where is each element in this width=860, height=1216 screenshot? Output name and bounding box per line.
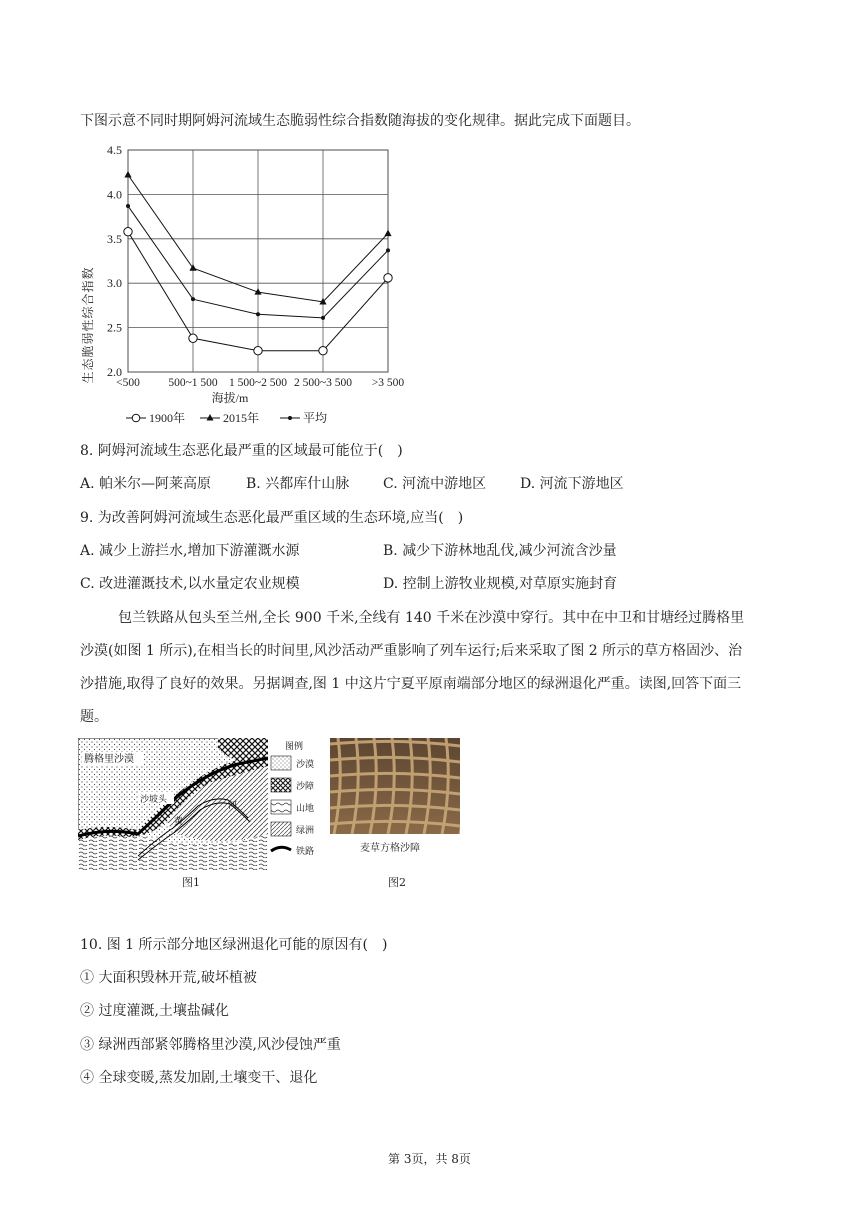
passage-line-3: 沙措施,取得了良好的效果。另据调查,图 1 中这片宁夏平原南端部分地区的绿洲退化严重。读图,回答下面三 [80, 676, 742, 692]
q10-option-1[interactable]: ① 大面积毁林开荒,破坏植被 [80, 970, 257, 986]
y-tick-label: 2.0 [107, 365, 122, 379]
q10-option-2[interactable]: ② 过度灌溉,土壤盐碱化 [80, 1003, 229, 1019]
passage-line-2: 沙漠(如图 1 所示),在相当长的时间里,风沙活动严重影响了列车运行;后来采取了图 2 所示的草方格固沙、治 [80, 643, 743, 659]
legend-marker-2015 [207, 414, 214, 421]
legend-label: 平均 [303, 411, 328, 425]
point-1900 [189, 334, 197, 342]
page-footer: 第 3页，共 8页 [388, 1152, 471, 1166]
town-label: 沙坡头 [140, 795, 168, 805]
legend-mountain: 山地 [296, 804, 315, 814]
x-tick-label: 1 500~2 500 [229, 377, 287, 389]
x-tick-label: 500~1 500 [168, 377, 218, 389]
y-tick-label: 3.5 [107, 231, 122, 246]
figure-2-caption: 麦草方格沙障 [360, 843, 420, 854]
legend-label: 2015年 [223, 411, 260, 425]
q8-option-c[interactable]: C. 河流中游地区 [383, 476, 487, 492]
y-tick-labels [107, 143, 122, 379]
x-axis-label: 海拔/m [211, 391, 249, 405]
legend-railway: 铁路 [296, 847, 315, 857]
legend-desert: 沙漠 [296, 760, 315, 770]
legend-oasis: 绿洲 [296, 826, 315, 836]
intro-text: 下图示意不同时期阿姆河流域生态脆弱性综合指数随海拔的变化规律。据此完成下面题目。 [80, 113, 640, 129]
q9-option-c[interactable]: C. 改进灌溉技术,以水量定农业规模 [80, 576, 300, 592]
x-tick-label: 2 500~3 500 [294, 377, 352, 389]
y-axis-label: 生态脆弱性综合指数 [81, 266, 95, 384]
legend-railway-symbol [271, 847, 291, 851]
x-tick-label: >3 500 [371, 377, 405, 389]
legend-label: 1900年 [149, 411, 186, 425]
q10-stem: 10. 图 1 所示部分地区绿洲退化可能的原因有( ) [80, 937, 388, 953]
q8-stem: 8. 阿姆河流域生态恶化最严重的区域最可能位于( ) [80, 443, 403, 459]
point-1900 [384, 274, 392, 282]
point-1900 [254, 346, 262, 354]
y-tick-label: 3.0 [107, 276, 122, 291]
y-tick-label: 2.5 [107, 320, 122, 335]
passage-line-4: 题。 [80, 709, 108, 725]
point-average [126, 204, 130, 208]
x-tick-label: <500 [116, 377, 140, 389]
figure-2-label: 图2 [388, 876, 406, 889]
chart-grid [128, 150, 388, 372]
point-2015 [384, 229, 391, 236]
q10-option-3[interactable]: ③ 绿洲西部紧邻腾格里沙漠,风沙侵蚀严重 [80, 1037, 341, 1053]
figure-2-straw-checkerboard-photo [330, 738, 460, 834]
desert-name-label: 腾格里沙漠 [84, 754, 134, 765]
y-tick-label: 4.5 [107, 143, 122, 157]
q10-option-4[interactable]: ④ 全球变暖,蒸发加剧,土壤变干、退化 [80, 1070, 318, 1086]
q9-stem: 9. 为改善阿姆河流域生态恶化最严重区域的生态环境,应当( ) [80, 510, 464, 526]
q9-option-a[interactable]: A. 减少上游拦水,增加下游灌溉水源 [80, 543, 300, 559]
point-average [256, 312, 260, 316]
river-label-1: 黄 [174, 817, 184, 827]
legend-marker-average [288, 416, 292, 420]
q8-option-a[interactable]: A. 帕米尔—阿莱高原 [80, 476, 212, 492]
figure-1-legend [268, 738, 328, 868]
point-average [191, 297, 195, 301]
legend-marker-1900 [132, 414, 140, 422]
point-2015 [124, 171, 131, 178]
passage-line-1: 包兰铁路从包头至兰州,全长 900 千米,全线有 140 千米在沙漠中穿行。其中在中卫和甘塘经过腾格里 [118, 610, 745, 626]
x-tick-labels [116, 377, 404, 389]
point-average [386, 248, 390, 252]
point-average [321, 316, 325, 320]
q9-option-b[interactable]: B. 减少下游林地乱伐,减少河流含沙量 [383, 543, 617, 559]
legend-barrier: 沙障 [296, 782, 315, 792]
point-1900 [319, 346, 327, 354]
legend-title: 图例 [285, 742, 304, 752]
y-tick-label: 4.0 [107, 187, 122, 202]
point-1900 [124, 227, 132, 235]
chart-legend [126, 410, 327, 425]
q8-option-b[interactable]: B. 兴都库什山脉 [246, 476, 350, 492]
q8-option-d[interactable]: D. 河流下游地区 [520, 476, 624, 492]
q9-option-d[interactable]: D. 控制上游牧业规模,对草原实施封育 [383, 576, 618, 592]
figure-1-label: 图1 [182, 876, 200, 889]
river-label-2: 河 [228, 801, 238, 811]
vulnerability-chart [70, 140, 410, 440]
figure-1-map [78, 738, 268, 870]
